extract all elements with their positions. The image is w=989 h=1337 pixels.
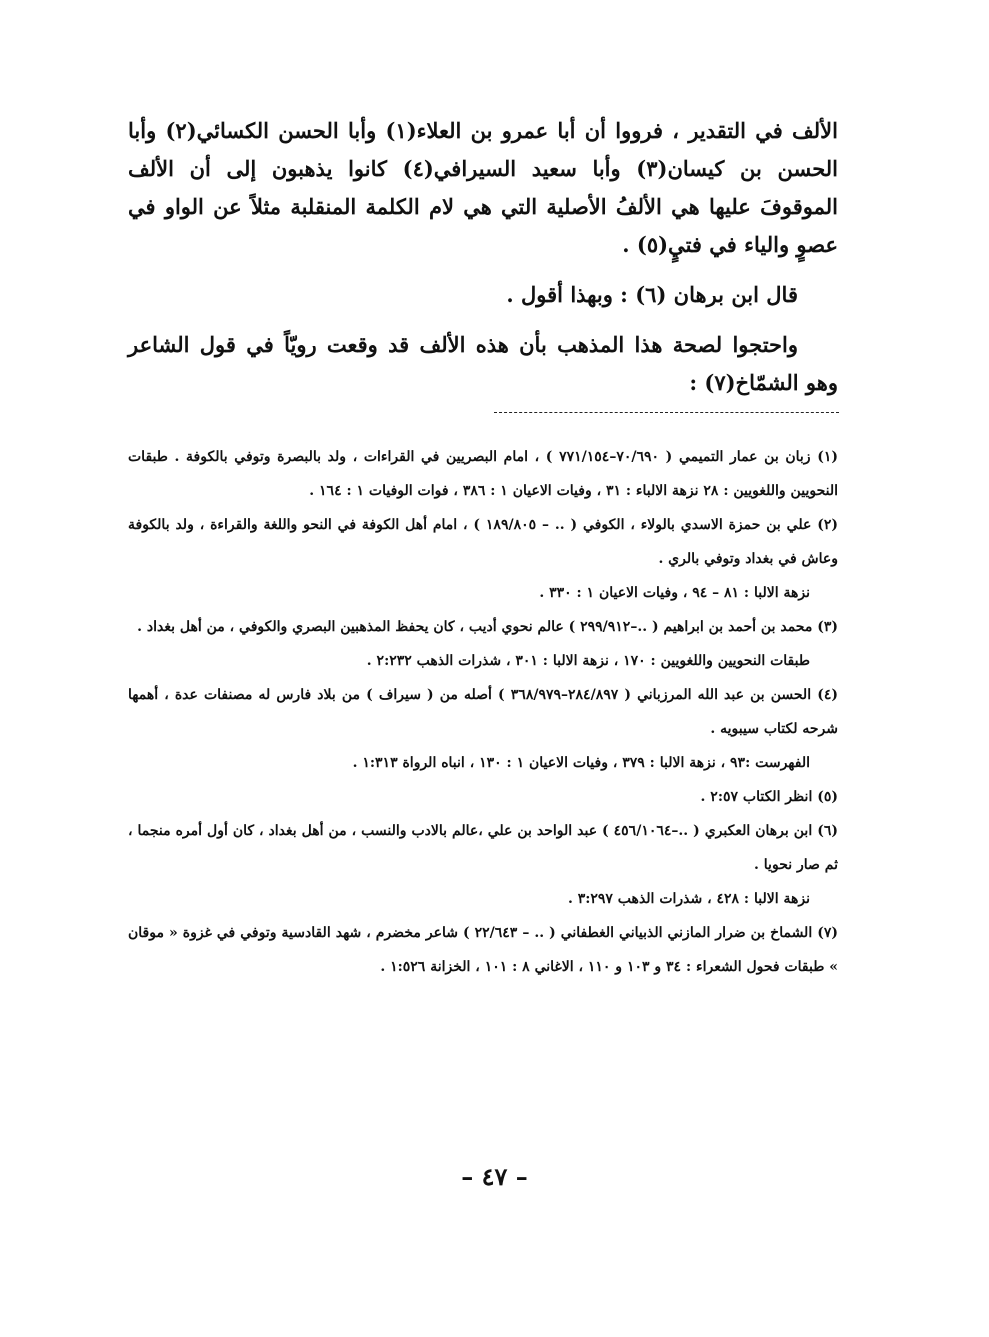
footnote-6-refs: نزهة الالبا : ٤٢٨ ، شذرات الذهب ٣:٢٩٧ .	[567, 891, 810, 907]
footnote-2-refs: نزهة الالبا : ٨١ – ٩٤ ، وفيات الاعيان ١ : ٣٣٠ .	[539, 585, 810, 601]
footnote-divider	[494, 412, 839, 413]
footnote-7: (٧) الشماخ بن ضرار المازني الذبياني الغطفاني ( .. – ٢٢/٦٤٣ ) شاعر مخضرم ، شهد القادسية وتوفي في غزوة « موقان » طبقات فحول الشعراء : ٣٤ و ١٠٣ و ١١٠ ، الاغاني ٨ : ١٠١ ، الخزانة ١:٥٢٦ .	[128, 925, 839, 975]
footnote-4-refs: الفهرست :٩٣ ، نزهة الالبا : ٣٧٩ ، وفيات الاعيان ١ : ١٣٠ ، انباه الرواة ١:٣١٣ .	[352, 755, 810, 771]
paragraph-2: قال ابن برهان (٦) : وبهذا أقول .	[506, 282, 798, 307]
paragraph-1: الألف في التقدير ، فرووا أن أبا عمرو بن العلاء(١) وأبا الحسن الكسائي(٢) وأبا الحسن بن كيسان(٣) وأبا سعيد السيرافي(٤) كانوا يذهبون إلى أن الألف الموقوفَ عليها هي الألفُ الأصلية التي هي لام الكلمة المنقلبة مثلاً عن الواو في عصوٍ والياء في فتيٍ(٥) .	[128, 118, 838, 257]
footnote-2: (٢) علي بن حمزة الاسدي بالولاء ، الكوفي ( .. – ١٨٩/٨٠٥ ) ، امام أهل الكوفة في النحو واللغة والقراءة ، ولد بالكوفة وعاش في بغداد وتوفي بالري .	[128, 517, 838, 567]
page-number: – ٤٧ –	[461, 1162, 528, 1191]
paragraph-3: واحتجوا لصحة هذا المذهب بأن هذه الألف قد وقعت رويّاً في قول الشاعر وهو الشمّاخ(٧) :	[128, 332, 838, 395]
footnote-3-refs: طبقات النحويين واللغويين : ١٧٠ ، نزهة الالبا : ٣٠١ ، شذرات الذهب ٢:٢٣٢ .	[366, 653, 810, 669]
footnote-4: (٤) الحسن بن عبد الله المرزباني ( ٢٨٤/٨٩٧–٣٦٨/٩٧٩ ) أصله من ( سيراف ) من بلاد فارس له مصنفات عدة ، أهمها شرحه لكتاب سيبويه .	[128, 687, 838, 737]
footnote-6: (٦) ابن برهان العكبري ( ..–٤٥٦/١٠٦٤ ) عبد الواحد بن علي ،عالم بالادب والنسب ، من أهل بغداد ، كان أول أمره منجما ، ثم صار نحويا .	[128, 823, 838, 873]
main-text	[128, 112, 838, 414]
footnote-5: (٥) انظر الكتاب ٢:٥٧ .	[700, 789, 838, 805]
footnote-1: (١) زبان بن عمار التميمي ( ٧٠/٦٩٠–٧٧١/١٥٤ ) ، امام البصريين في القراءات ، ولد بالبصرة وتوفي بالكوفة . طبقات النحويين واللغويين : ٢٨ نزهة الالباء : ٣١ ، وفيات الاعيان ١ : ٣٨٦ ، فوات الوفيات ١ : ١٦٤ .	[128, 449, 838, 499]
footnotes	[128, 440, 838, 984]
footnote-3: (٣) محمد بن أحمد بن ابراهيم ( ..–٢٩٩/٩١٢ ) عالم نحوي أديب ، كان يحفظ المذهبين البصري والكوفي ، من أهل بغداد .	[137, 619, 838, 635]
